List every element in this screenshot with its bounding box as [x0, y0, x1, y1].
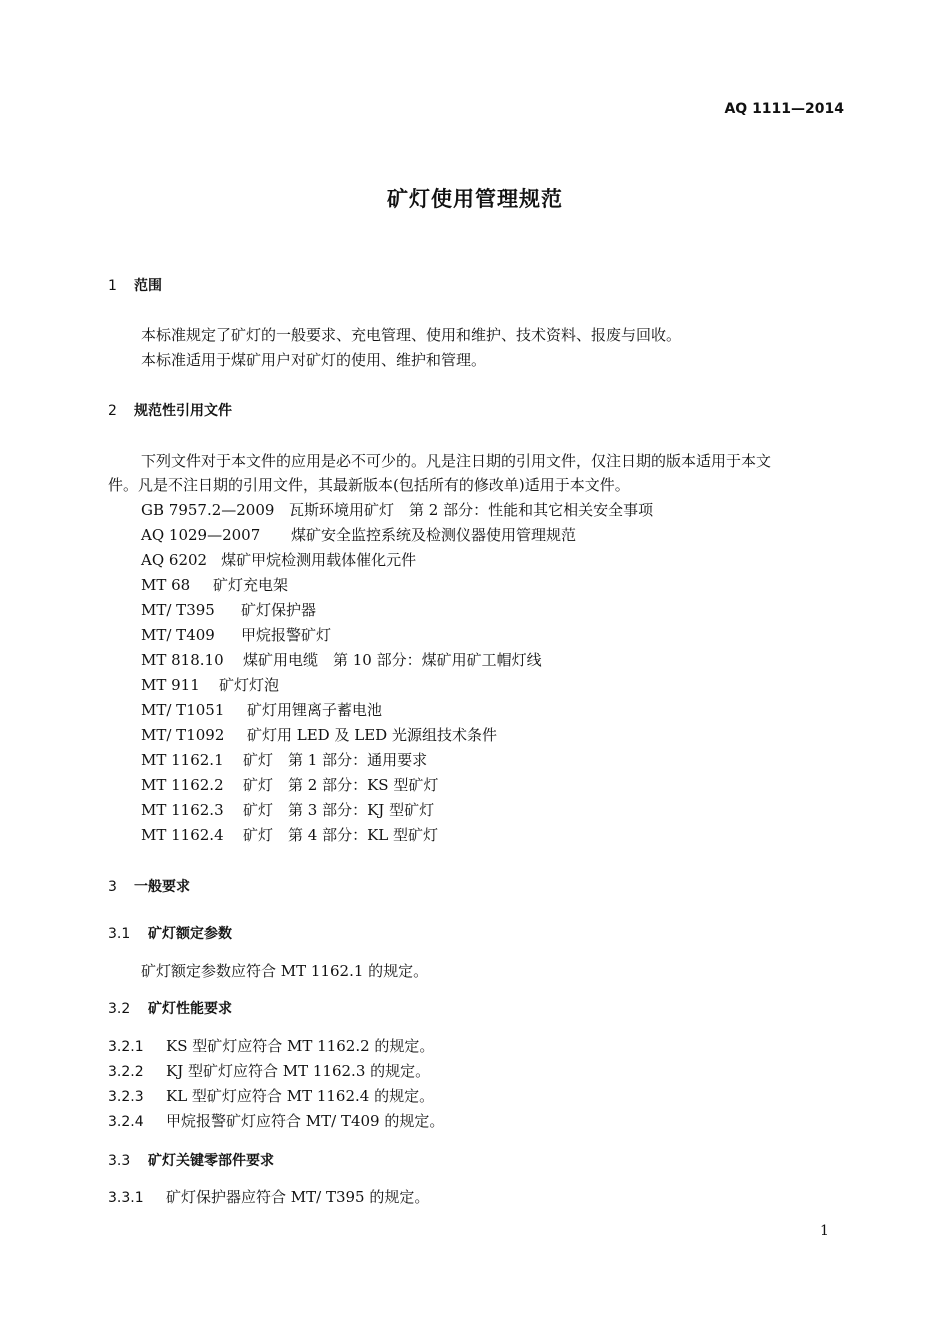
- clause-text: KJ 型矿灯应符合 MT 1162.3 的规定。: [166, 1062, 431, 1080]
- reference-item: [141, 699, 382, 720]
- reference-item: [141, 549, 416, 570]
- section-3-1-heading: [108, 923, 232, 943]
- clause-item: [108, 1035, 434, 1056]
- reference-item: [141, 724, 497, 745]
- section-3-heading: [108, 876, 190, 896]
- reference-item: [141, 599, 316, 620]
- reference-item: [141, 624, 331, 645]
- reference-code: MT 1162.3: [141, 801, 224, 819]
- reference-item: [141, 499, 653, 520]
- reference-title: 矿灯灯泡: [219, 676, 280, 694]
- reference-item: [141, 674, 279, 695]
- section-title: 矿灯额定参数: [148, 926, 232, 942]
- section-title: 规范性引用文件: [134, 403, 232, 419]
- section-3-1-text: 矿灯额定参数应符合 MT 1162.1 的规定。: [141, 962, 429, 980]
- clause-item: [108, 1186, 429, 1207]
- reference-title: 甲烷报警矿灯: [241, 626, 332, 644]
- clause-number: 3.2.3: [108, 1089, 144, 1105]
- section-number: 3.1: [108, 926, 131, 942]
- section-title: 矿灯关键零部件要求: [148, 1153, 274, 1169]
- reference-code: MT 1162.2: [141, 776, 224, 794]
- clause-text: KS 型矿灯应符合 MT 1162.2 的规定。: [166, 1037, 435, 1055]
- section-title: 范围: [134, 278, 162, 294]
- clause-text: KL 型矿灯应符合 MT 1162.4 的规定。: [166, 1087, 435, 1105]
- reference-code: GB 7957.2—2009: [141, 501, 275, 519]
- reference-code: AQ 1029—2007: [141, 526, 261, 544]
- references-intro-line-1: 下列文件对于本文件的应用是必不可少的。凡是注日期的引用文件，仅注日期的版本适用于本文: [141, 452, 772, 470]
- reference-title: 煤矿用电缆 第 10 部分：煤矿用矿工帽灯线: [243, 651, 542, 669]
- page-number: 1: [820, 1223, 829, 1239]
- reference-code: MT/ T409: [141, 626, 215, 644]
- reference-code: MT/ T1092: [141, 726, 225, 744]
- clause-number: 3.3.1: [108, 1190, 144, 1206]
- reference-code: MT/ T1051: [141, 701, 225, 719]
- reference-title: 矿灯保护器: [241, 601, 317, 619]
- reference-item: [141, 574, 288, 595]
- reference-title: 矿灯 第 2 部分：KS 型矿灯: [243, 776, 439, 794]
- section-title: 矿灯性能要求: [148, 1001, 232, 1017]
- reference-code: MT 1162.4: [141, 826, 224, 844]
- reference-code: MT 1162.1: [141, 751, 224, 769]
- reference-title: 矿灯 第 3 部分：KJ 型矿灯: [243, 801, 435, 819]
- reference-item: [141, 749, 427, 770]
- scope-paragraph-1: 本标准规定了矿灯的一般要求、充电管理、使用和维护、技术资料、报废与回收。: [141, 326, 682, 344]
- section-1-heading: [108, 275, 162, 295]
- clause-text: 矿灯保护器应符合 MT/ T395 的规定。: [166, 1188, 430, 1206]
- section-number: 3.2: [108, 1001, 131, 1017]
- reference-code: AQ 6202: [141, 551, 208, 569]
- clause-item: [108, 1085, 434, 1106]
- reference-code: MT 818.10: [141, 651, 224, 669]
- reference-code: MT 911: [141, 676, 200, 694]
- clause-item: [108, 1110, 444, 1131]
- reference-title: 矿灯 第 4 部分：KL 型矿灯: [243, 826, 439, 844]
- standard-code: AQ 1111—2014: [724, 101, 844, 117]
- reference-item: [141, 774, 438, 795]
- reference-code: MT/ T395: [141, 601, 215, 619]
- reference-code: MT 68: [141, 576, 191, 594]
- document-title: 矿灯使用管理规范: [387, 187, 563, 211]
- clause-item: [108, 1060, 430, 1081]
- reference-item: [141, 824, 438, 845]
- section-3-3-heading: [108, 1150, 274, 1170]
- reference-item: [141, 799, 434, 820]
- reference-title: 煤矿甲烷检测用载体催化元件: [221, 551, 417, 569]
- clause-number: 3.2.1: [108, 1039, 144, 1055]
- section-number: 2: [108, 403, 117, 419]
- reference-item: [141, 649, 542, 670]
- clause-text: 甲烷报警矿灯应符合 MT/ T409 的规定。: [166, 1112, 445, 1130]
- section-title: 一般要求: [134, 879, 190, 895]
- reference-title: 煤矿安全监控系统及检测仪器使用管理规范: [291, 526, 577, 544]
- section-2-heading: [108, 400, 232, 420]
- reference-title: 矿灯 第 1 部分：通用要求: [243, 751, 428, 769]
- scope-paragraph-2: 本标准适用于煤矿用户对矿灯的使用、维护和管理。: [141, 351, 487, 369]
- section-3-2-heading: [108, 998, 232, 1018]
- reference-item: [141, 524, 576, 545]
- clause-number: 3.2.2: [108, 1064, 144, 1080]
- references-intro-line-2: 件。凡是不注日期的引用文件，其最新版本(包括所有的修改单)适用于本文件。: [108, 476, 630, 494]
- reference-title: 矿灯充电架: [213, 576, 289, 594]
- reference-title: 矿灯用 LED 及 LED 光源组技术条件: [247, 726, 497, 744]
- section-number: 3.3: [108, 1153, 131, 1169]
- section-number: 3: [108, 879, 117, 895]
- clause-number: 3.2.4: [108, 1114, 144, 1130]
- reference-title: 矿灯用锂离子蓄电池: [247, 701, 383, 719]
- section-number: 1: [108, 278, 117, 294]
- reference-title: 瓦斯环境用矿灯 第 2 部分：性能和其它相关安全事项: [289, 501, 654, 519]
